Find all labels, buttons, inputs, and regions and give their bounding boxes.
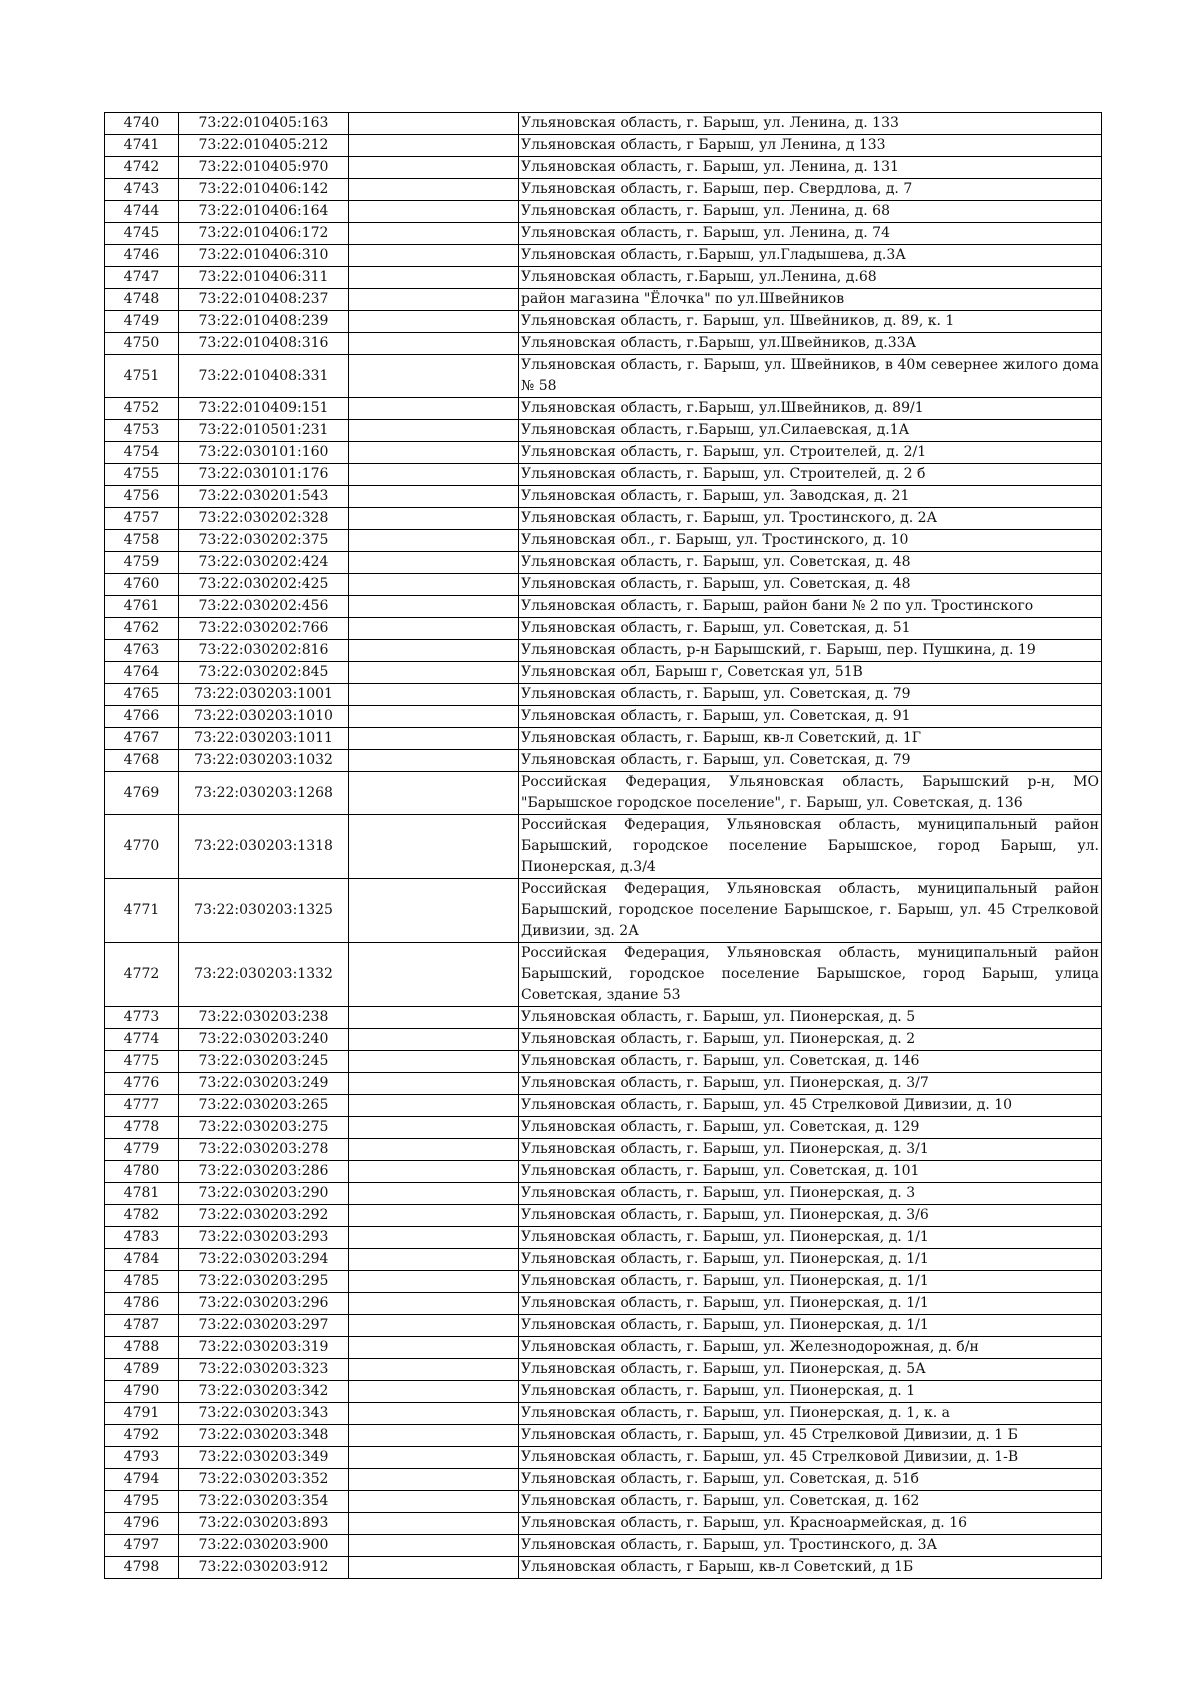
cadastral-number-cell: 73:22:030203:296 — [179, 1293, 349, 1315]
cadastral-number-cell: 73:22:030201:543 — [179, 486, 349, 508]
row-number-cell: 4762 — [105, 618, 179, 640]
empty-cell — [349, 508, 519, 530]
table-row — [105, 1337, 1102, 1359]
row-number-cell: 4744 — [105, 201, 179, 223]
row-number-cell: 4745 — [105, 223, 179, 245]
table-row — [105, 464, 1102, 486]
row-number-cell: 4760 — [105, 574, 179, 596]
row-number-cell: 4770 — [105, 815, 179, 879]
row-number-cell: 4785 — [105, 1271, 179, 1293]
row-number-cell: 4767 — [105, 728, 179, 750]
cadastral-number-cell: 73:22:030203:278 — [179, 1139, 349, 1161]
cadastral-number-cell: 73:22:030203:343 — [179, 1403, 349, 1425]
cadastral-number-cell: 73:22:030203:293 — [179, 1227, 349, 1249]
cadastral-number-cell: 73:22:030202:456 — [179, 596, 349, 618]
empty-cell — [349, 289, 519, 311]
row-number-cell: 4753 — [105, 420, 179, 442]
empty-cell — [349, 1337, 519, 1359]
address-cell: Ульяновская область, г. Барыш, ул. Ленина, д. 68 — [519, 201, 1102, 223]
cadastral-number-cell: 73:22:030203:319 — [179, 1337, 349, 1359]
empty-cell — [349, 1117, 519, 1139]
address-cell: Ульяновская область, г. Барыш, ул. Пионерская, д. 5А — [519, 1359, 1102, 1381]
row-number-cell: 4756 — [105, 486, 179, 508]
cadastral-number-cell: 73:22:030202:766 — [179, 618, 349, 640]
row-number-cell: 4772 — [105, 943, 179, 1007]
table-row — [105, 1117, 1102, 1139]
empty-cell — [349, 552, 519, 574]
row-number-cell: 4780 — [105, 1161, 179, 1183]
table-row — [105, 1205, 1102, 1227]
cadastral-number-cell: 73:22:030203:348 — [179, 1425, 349, 1447]
table-row — [105, 662, 1102, 684]
row-number-cell: 4798 — [105, 1557, 179, 1579]
row-number-cell: 4779 — [105, 1139, 179, 1161]
table-row — [105, 289, 1102, 311]
table-row — [105, 1161, 1102, 1183]
cadastral-number-cell: 73:22:030203:290 — [179, 1183, 349, 1205]
table-row — [105, 245, 1102, 267]
address-cell: Ульяновская область, г. Барыш, ул. Советская, д. 91 — [519, 706, 1102, 728]
address-cell: Ульяновская область, г.Барыш, ул.Силаевская, д.1А — [519, 420, 1102, 442]
row-number-cell: 4749 — [105, 311, 179, 333]
table-row — [105, 1029, 1102, 1051]
table-row — [105, 1513, 1102, 1535]
cadastral-number-cell: 73:22:030203:292 — [179, 1205, 349, 1227]
row-number-cell: 4791 — [105, 1403, 179, 1425]
cadastral-number-cell: 73:22:010405:212 — [179, 135, 349, 157]
empty-cell — [349, 1403, 519, 1425]
address-cell: Ульяновская область, г. Барыш, ул. Ленина, д. 74 — [519, 223, 1102, 245]
row-number-cell: 4781 — [105, 1183, 179, 1205]
cadastral-number-cell: 73:22:010405:970 — [179, 157, 349, 179]
address-cell: Ульяновская область, г. Барыш, ул. Швейников, д. 89, к. 1 — [519, 311, 1102, 333]
row-number-cell: 4789 — [105, 1359, 179, 1381]
empty-cell — [349, 1513, 519, 1535]
address-cell: Российская Федерация, Ульяновская область, муниципальный район Барышский, городское поселение Барышское, г. Барыш, ул. 45 Стрелковой Дивизии, зд. 2А — [519, 879, 1102, 943]
empty-cell — [349, 879, 519, 943]
row-number-cell: 4778 — [105, 1117, 179, 1139]
row-number-cell: 4746 — [105, 245, 179, 267]
cadastral-number-cell: 73:22:010409:151 — [179, 398, 349, 420]
address-cell: Ульяновская область, г. Барыш, ул. Пионерская, д. 3/6 — [519, 1205, 1102, 1227]
address-cell: Ульяновская область, г. Барыш, ул. Пионерская, д. 1/1 — [519, 1249, 1102, 1271]
table-row — [105, 1183, 1102, 1205]
row-number-cell: 4740 — [105, 113, 179, 135]
cadastral-number-cell: 73:22:010406:310 — [179, 245, 349, 267]
table-row — [105, 1425, 1102, 1447]
empty-cell — [349, 1073, 519, 1095]
empty-cell — [349, 1557, 519, 1579]
empty-cell — [349, 662, 519, 684]
cadastral-number-cell: 73:22:030202:845 — [179, 662, 349, 684]
row-number-cell: 4793 — [105, 1447, 179, 1469]
address-cell: Ульяновская область, г. Барыш, ул. Пионерская, д. 2 — [519, 1029, 1102, 1051]
address-cell: Ульяновская область, г. Барыш, ул. 45 Стрелковой Дивизии, д. 1-В — [519, 1447, 1102, 1469]
empty-cell — [349, 398, 519, 420]
empty-cell — [349, 750, 519, 772]
cadastral-number-cell: 73:22:030101:160 — [179, 442, 349, 464]
cadastral-number-cell: 73:22:010408:316 — [179, 333, 349, 355]
cadastral-number-cell: 73:22:010408:331 — [179, 355, 349, 398]
address-cell: Ульяновская область, г. Барыш, ул. Пионерская, д. 1/1 — [519, 1227, 1102, 1249]
empty-cell — [349, 420, 519, 442]
row-number-cell: 4757 — [105, 508, 179, 530]
table-row — [105, 1227, 1102, 1249]
row-number-cell: 4794 — [105, 1469, 179, 1491]
empty-cell — [349, 1249, 519, 1271]
empty-cell — [349, 1469, 519, 1491]
empty-cell — [349, 1491, 519, 1513]
address-cell: Российская Федерация, Ульяновская область, муниципальный район Барышский, городское поселение Барышское, город Барыш, ул. Пионерская, д.3/4 — [519, 815, 1102, 879]
empty-cell — [349, 1095, 519, 1117]
table-row — [105, 1007, 1102, 1029]
address-cell: Ульяновская область, г Барыш, ул Ленина, д 133 — [519, 135, 1102, 157]
row-number-cell: 4759 — [105, 552, 179, 574]
cadastral-number-cell: 73:22:030203:265 — [179, 1095, 349, 1117]
address-cell: Ульяновская область, г.Барыш, ул.Гладышева, д.3А — [519, 245, 1102, 267]
cadastral-number-cell: 73:22:010405:163 — [179, 113, 349, 135]
table-row — [105, 1315, 1102, 1337]
empty-cell — [349, 311, 519, 333]
table-row — [105, 398, 1102, 420]
table-row — [105, 267, 1102, 289]
address-cell: Ульяновская область, г. Барыш, ул. Пионерская, д. 1 — [519, 1381, 1102, 1403]
cadastral-number-cell: 73:22:030203:1011 — [179, 728, 349, 750]
address-cell: Ульяновская область, г. Барыш, ул. Железнодорожная, д. б/н — [519, 1337, 1102, 1359]
empty-cell — [349, 1139, 519, 1161]
table-row — [105, 684, 1102, 706]
empty-cell — [349, 1293, 519, 1315]
address-cell: Ульяновская обл., г. Барыш, ул. Тростинского, д. 10 — [519, 530, 1102, 552]
address-cell: Ульяновская область, г. Барыш, ул. Строителей, д. 2 б — [519, 464, 1102, 486]
address-cell: Ульяновская область, г. Барыш, ул. 45 Стрелковой Дивизии, д. 1 Б — [519, 1425, 1102, 1447]
table-row — [105, 1051, 1102, 1073]
cadastral-number-cell: 73:22:030202:425 — [179, 574, 349, 596]
table-row — [105, 355, 1102, 398]
empty-cell — [349, 772, 519, 815]
empty-cell — [349, 1051, 519, 1073]
cadastral-number-cell: 73:22:030203:893 — [179, 1513, 349, 1535]
address-cell: район магазина "Ёлочка" по ул.Швейников — [519, 289, 1102, 311]
table-row — [105, 333, 1102, 355]
cadastral-number-cell: 73:22:030203:249 — [179, 1073, 349, 1095]
row-number-cell: 4797 — [105, 1535, 179, 1557]
table-row — [105, 530, 1102, 552]
empty-cell — [349, 333, 519, 355]
empty-cell — [349, 245, 519, 267]
empty-cell — [349, 1029, 519, 1051]
row-number-cell: 4751 — [105, 355, 179, 398]
row-number-cell: 4788 — [105, 1337, 179, 1359]
table-row — [105, 223, 1102, 245]
empty-cell — [349, 486, 519, 508]
address-cell: Ульяновская область, г. Барыш, пер. Свердлова, д. 7 — [519, 179, 1102, 201]
address-cell: Ульяновская область, г. Барыш, ул. Советская, д. 146 — [519, 1051, 1102, 1073]
empty-cell — [349, 157, 519, 179]
empty-cell — [349, 1535, 519, 1557]
empty-cell — [349, 179, 519, 201]
row-number-cell: 4764 — [105, 662, 179, 684]
row-number-cell: 4763 — [105, 640, 179, 662]
empty-cell — [349, 618, 519, 640]
row-number-cell: 4787 — [105, 1315, 179, 1337]
empty-cell — [349, 1007, 519, 1029]
table-row — [105, 1535, 1102, 1557]
empty-cell — [349, 135, 519, 157]
row-number-cell: 4784 — [105, 1249, 179, 1271]
table-row — [105, 1447, 1102, 1469]
cadastral-number-cell: 73:22:030203:286 — [179, 1161, 349, 1183]
row-number-cell: 4775 — [105, 1051, 179, 1073]
cadastral-number-cell: 73:22:010408:237 — [179, 289, 349, 311]
address-cell: Ульяновская область, г. Барыш, район бани № 2 по ул. Тростинского — [519, 596, 1102, 618]
row-number-cell: 4777 — [105, 1095, 179, 1117]
address-cell: Ульяновская область, г. Барыш, ул. Ленина, д. 131 — [519, 157, 1102, 179]
address-cell: Ульяновская область, г. Барыш, ул. Советская, д. 79 — [519, 750, 1102, 772]
table-row — [105, 135, 1102, 157]
address-cell: Ульяновская область, г. Барыш, ул. Строителей, д. 2/1 — [519, 442, 1102, 464]
cadastral-number-cell: 73:22:030203:1325 — [179, 879, 349, 943]
row-number-cell: 4765 — [105, 684, 179, 706]
row-number-cell: 4752 — [105, 398, 179, 420]
cadastral-number-cell: 73:22:030203:275 — [179, 1117, 349, 1139]
row-number-cell: 4790 — [105, 1381, 179, 1403]
row-number-cell: 4782 — [105, 1205, 179, 1227]
empty-cell — [349, 201, 519, 223]
row-number-cell: 4766 — [105, 706, 179, 728]
row-number-cell: 4768 — [105, 750, 179, 772]
empty-cell — [349, 706, 519, 728]
row-number-cell: 4771 — [105, 879, 179, 943]
row-number-cell: 4774 — [105, 1029, 179, 1051]
row-number-cell: 4795 — [105, 1491, 179, 1513]
address-cell: Ульяновская область, г. Барыш, ул. Советская, д. 129 — [519, 1117, 1102, 1139]
cadastral-number-cell: 73:22:030203:1268 — [179, 772, 349, 815]
address-cell: Ульяновская область, г.Барыш, ул.Швейников, д.33А — [519, 333, 1102, 355]
cadastral-number-cell: 73:22:030203:323 — [179, 1359, 349, 1381]
empty-cell — [349, 684, 519, 706]
table-row — [105, 815, 1102, 879]
empty-cell — [349, 1227, 519, 1249]
cadastral-number-cell: 73:22:030203:238 — [179, 1007, 349, 1029]
table-row — [105, 157, 1102, 179]
table-row — [105, 1271, 1102, 1293]
row-number-cell: 4786 — [105, 1293, 179, 1315]
address-cell: Ульяновская область, г. Барыш, ул. 45 Стрелковой Дивизии, д. 10 — [519, 1095, 1102, 1117]
row-number-cell: 4747 — [105, 267, 179, 289]
table-row — [105, 1139, 1102, 1161]
address-cell: Ульяновская область, г. Барыш, ул. Швейников, в 40м севернее жилого дома № 58 — [519, 355, 1102, 398]
row-number-cell: 4755 — [105, 464, 179, 486]
row-number-cell: 4792 — [105, 1425, 179, 1447]
address-cell: Ульяновская область, г. Барыш, ул. Красноармейская, д. 16 — [519, 1513, 1102, 1535]
address-cell: Ульяновская область, г. Барыш, ул. Тростинского, д. 3А — [519, 1535, 1102, 1557]
empty-cell — [349, 1381, 519, 1403]
empty-cell — [349, 1425, 519, 1447]
address-cell: Ульяновская область, г. Барыш, ул. Советская, д. 51б — [519, 1469, 1102, 1491]
address-cell: Ульяновская область, г. Барыш, ул. Пионерская, д. 1/1 — [519, 1271, 1102, 1293]
table-row — [105, 311, 1102, 333]
address-cell: Ульяновская область, г Барыш, кв-л Советский, д 1Б — [519, 1557, 1102, 1579]
empty-cell — [349, 1447, 519, 1469]
row-number-cell: 4758 — [105, 530, 179, 552]
table-row — [105, 1293, 1102, 1315]
cadastral-number-cell: 73:22:030203:342 — [179, 1381, 349, 1403]
cadastral-number-cell: 73:22:010406:142 — [179, 179, 349, 201]
row-number-cell: 4796 — [105, 1513, 179, 1535]
row-number-cell: 4743 — [105, 179, 179, 201]
cadastral-number-cell: 73:22:010406:164 — [179, 201, 349, 223]
address-cell: Ульяновская область, г. Барыш, ул. Советская, д. 101 — [519, 1161, 1102, 1183]
table-row — [105, 1557, 1102, 1579]
cadastral-number-cell: 73:22:030203:1332 — [179, 943, 349, 1007]
empty-cell — [349, 1315, 519, 1337]
address-cell: Ульяновская область, г. Барыш, ул. Ленина, д. 133 — [519, 113, 1102, 135]
cadastral-number-cell: 73:22:030203:1318 — [179, 815, 349, 879]
cadastral-number-cell: 73:22:030202:424 — [179, 552, 349, 574]
address-cell: Ульяновская обл, Барыш г, Советская ул, 51В — [519, 662, 1102, 684]
table-row — [105, 750, 1102, 772]
empty-cell — [349, 943, 519, 1007]
address-cell: Ульяновская область, г. Барыш, ул. Пионерская, д. 3/1 — [519, 1139, 1102, 1161]
row-number-cell: 4783 — [105, 1227, 179, 1249]
table-row — [105, 201, 1102, 223]
cadastral-number-cell: 73:22:030203:297 — [179, 1315, 349, 1337]
row-number-cell: 4748 — [105, 289, 179, 311]
empty-cell — [349, 1271, 519, 1293]
empty-cell — [349, 1359, 519, 1381]
table-row — [105, 1469, 1102, 1491]
cadastral-number-cell: 73:22:030203:349 — [179, 1447, 349, 1469]
address-cell: Ульяновская область, г. Барыш, ул. Пионерская, д. 1/1 — [519, 1293, 1102, 1315]
address-cell: Ульяновская область, р-н Барышский, г. Барыш, пер. Пушкина, д. 19 — [519, 640, 1102, 662]
table-row — [105, 113, 1102, 135]
empty-cell — [349, 464, 519, 486]
cadastral-number-cell: 73:22:030203:900 — [179, 1535, 349, 1557]
table-row — [105, 596, 1102, 618]
empty-cell — [349, 355, 519, 398]
row-number-cell: 4761 — [105, 596, 179, 618]
table-row — [105, 486, 1102, 508]
cadastral-number-cell: 73:22:030203:294 — [179, 1249, 349, 1271]
cadastral-number-cell: 73:22:030203:352 — [179, 1469, 349, 1491]
table-row — [105, 1359, 1102, 1381]
address-cell: Ульяновская область, г.Барыш, ул.Ленина, д.68 — [519, 267, 1102, 289]
table-row — [105, 574, 1102, 596]
table-row — [105, 728, 1102, 750]
empty-cell — [349, 223, 519, 245]
empty-cell — [349, 113, 519, 135]
row-number-cell: 4741 — [105, 135, 179, 157]
address-cell: Ульяновская область, г. Барыш, ул. Пионерская, д. 5 — [519, 1007, 1102, 1029]
empty-cell — [349, 815, 519, 879]
address-cell: Ульяновская область, г. Барыш, кв-л Советский, д. 1Г — [519, 728, 1102, 750]
address-cell: Ульяновская область, г. Барыш, ул. Пионерская, д. 3/7 — [519, 1073, 1102, 1095]
row-number-cell: 4773 — [105, 1007, 179, 1029]
address-cell: Ульяновская область, г. Барыш, ул. Пионерская, д. 1/1 — [519, 1315, 1102, 1337]
empty-cell — [349, 267, 519, 289]
cadastral-number-cell: 73:22:030202:328 — [179, 508, 349, 530]
table-row — [105, 943, 1102, 1007]
row-number-cell: 4742 — [105, 157, 179, 179]
cadastral-number-cell: 73:22:030203:240 — [179, 1029, 349, 1051]
cadastral-number-cell: 73:22:030202:816 — [179, 640, 349, 662]
table-row — [105, 706, 1102, 728]
registry-table-body — [105, 113, 1102, 1579]
table-row — [105, 1381, 1102, 1403]
cadastral-number-cell: 73:22:030101:176 — [179, 464, 349, 486]
table-row — [105, 618, 1102, 640]
empty-cell — [349, 596, 519, 618]
address-cell: Ульяновская область, г. Барыш, ул. Заводская, д. 21 — [519, 486, 1102, 508]
empty-cell — [349, 574, 519, 596]
address-cell: Ульяновская область, г. Барыш, ул. Пионерская, д. 3 — [519, 1183, 1102, 1205]
table-row — [105, 442, 1102, 464]
address-cell: Ульяновская область, г. Барыш, ул. Советская, д. 79 — [519, 684, 1102, 706]
row-number-cell: 4750 — [105, 333, 179, 355]
cadastral-number-cell: 73:22:010408:239 — [179, 311, 349, 333]
table-row — [105, 772, 1102, 815]
cadastral-number-cell: 73:22:030203:912 — [179, 1557, 349, 1579]
empty-cell — [349, 1205, 519, 1227]
cadastral-number-cell: 73:22:010501:231 — [179, 420, 349, 442]
address-cell: Ульяновская область, г. Барыш, ул. Советская, д. 48 — [519, 552, 1102, 574]
address-cell: Ульяновская область, г.Барыш, ул.Швейников, д. 89/1 — [519, 398, 1102, 420]
address-cell: Российская Федерация, Ульяновская область, муниципальный район Барышский, городское поселение Барышское, город Барыш, улица Советская, здание 53 — [519, 943, 1102, 1007]
table-row — [105, 552, 1102, 574]
table-row — [105, 179, 1102, 201]
empty-cell — [349, 728, 519, 750]
empty-cell — [349, 442, 519, 464]
table-row — [105, 879, 1102, 943]
table-row — [105, 640, 1102, 662]
cadastral-number-cell: 73:22:030203:354 — [179, 1491, 349, 1513]
row-number-cell: 4769 — [105, 772, 179, 815]
table-row — [105, 1249, 1102, 1271]
cadastral-number-cell: 73:22:030203:1032 — [179, 750, 349, 772]
cadastral-number-cell: 73:22:030203:245 — [179, 1051, 349, 1073]
cadastral-number-cell: 73:22:030203:1001 — [179, 684, 349, 706]
address-cell: Ульяновская область, г. Барыш, ул. Тростинского, д. 2А — [519, 508, 1102, 530]
row-number-cell: 4776 — [105, 1073, 179, 1095]
cadastral-number-cell: 73:22:010406:172 — [179, 223, 349, 245]
table-row — [105, 508, 1102, 530]
address-cell: Ульяновская область, г. Барыш, ул. Советская, д. 51 — [519, 618, 1102, 640]
table-row — [105, 1403, 1102, 1425]
empty-cell — [349, 530, 519, 552]
row-number-cell: 4754 — [105, 442, 179, 464]
address-cell: Ульяновская область, г. Барыш, ул. Советская, д. 162 — [519, 1491, 1102, 1513]
empty-cell — [349, 1183, 519, 1205]
table-row — [105, 1095, 1102, 1117]
cadastral-number-cell: 73:22:030203:295 — [179, 1271, 349, 1293]
registry-table — [104, 112, 1102, 1579]
address-cell: Российская Федерация, Ульяновская область, Барышский р-н, МО "Барышское городское поселение", г. Барыш, ул. Советская, д. 136 — [519, 772, 1102, 815]
table-row — [105, 1073, 1102, 1095]
address-cell: Ульяновская область, г. Барыш, ул. Советская, д. 48 — [519, 574, 1102, 596]
table-row — [105, 1491, 1102, 1513]
empty-cell — [349, 1161, 519, 1183]
cadastral-number-cell: 73:22:010406:311 — [179, 267, 349, 289]
empty-cell — [349, 640, 519, 662]
table-row — [105, 420, 1102, 442]
cadastral-number-cell: 73:22:030203:1010 — [179, 706, 349, 728]
cadastral-number-cell: 73:22:030202:375 — [179, 530, 349, 552]
address-cell: Ульяновская область, г. Барыш, ул. Пионерская, д. 1, к. а — [519, 1403, 1102, 1425]
